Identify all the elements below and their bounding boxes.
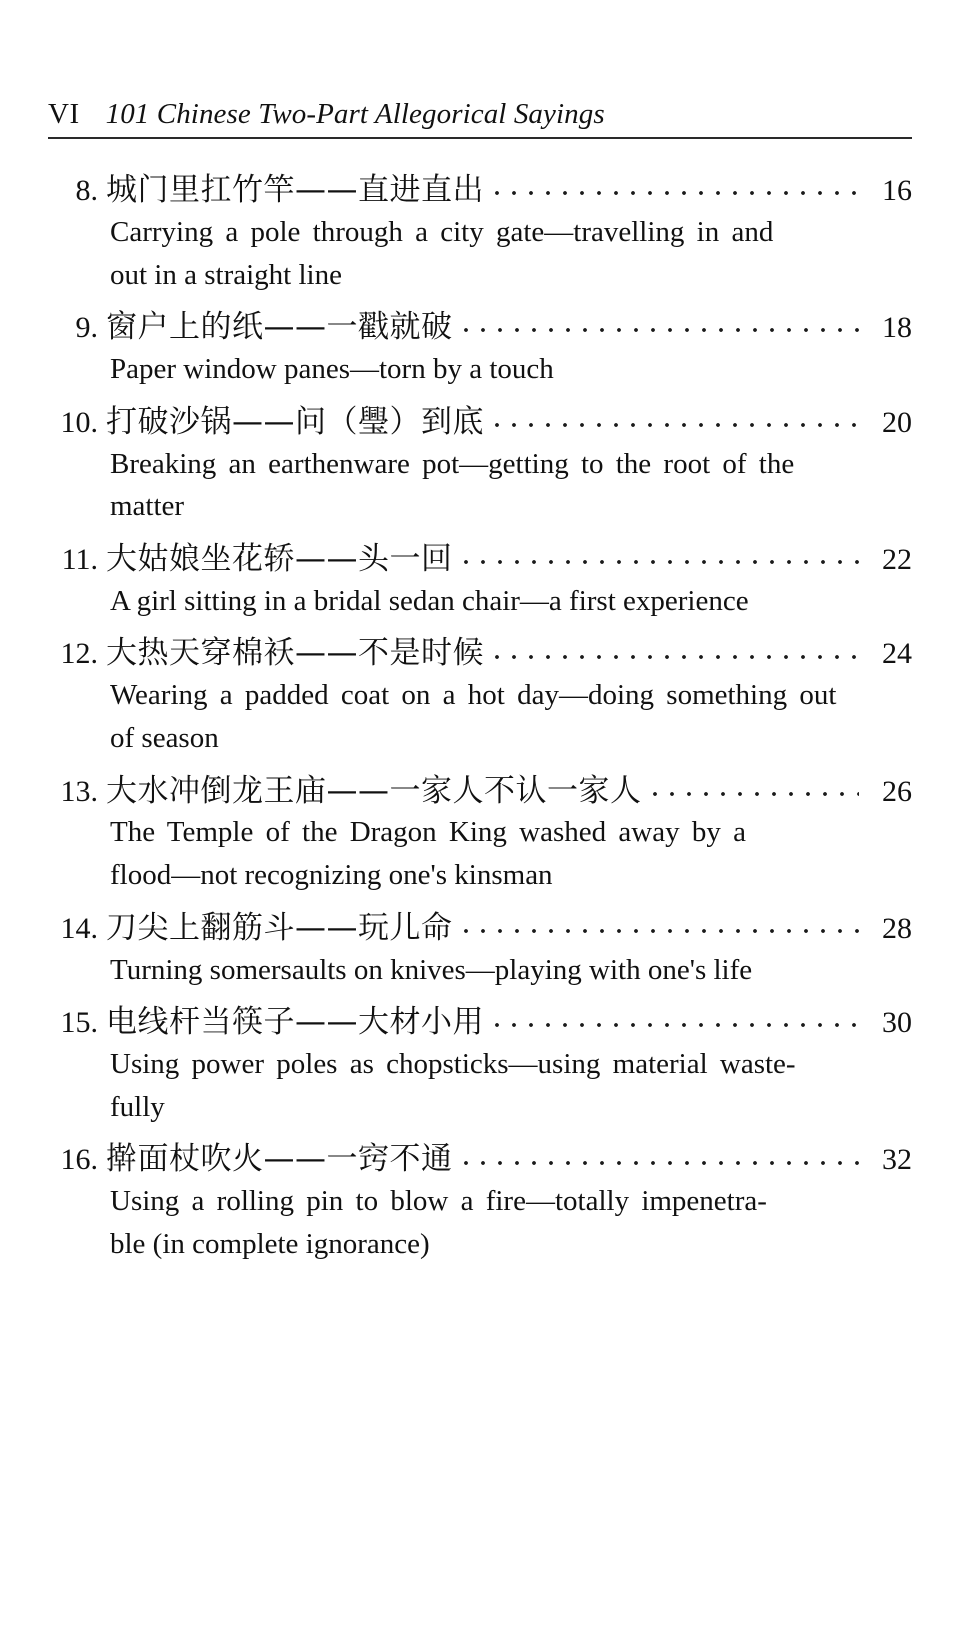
toc-entry-number: 15. — [60, 1006, 98, 1040]
toc-entry-translation — [106, 211, 866, 296]
toc-entry-number: 9. — [75, 311, 98, 345]
dot-leader — [495, 1016, 859, 1032]
toc-entry-heading[interactable] — [48, 908, 912, 949]
dot-leader — [495, 184, 859, 200]
toc-entry-number: 12. — [60, 637, 98, 671]
dot-leader — [464, 553, 860, 569]
running-header — [48, 96, 912, 139]
toc-entry-heading[interactable] — [48, 1002, 912, 1043]
toc-entry-chinese-saying: 窗户上的纸——一戳就破 — [106, 309, 453, 346]
translation-line: matter — [110, 490, 185, 523]
dot-leader — [653, 785, 860, 801]
toc-entry-number: 13. — [60, 774, 98, 808]
header-rule — [48, 137, 912, 139]
toc-entry[interactable] — [48, 307, 912, 391]
toc-entry-translation — [106, 443, 866, 528]
toc-entry-number: 14. — [60, 911, 98, 945]
dot-leader — [464, 1153, 860, 1169]
dot-leader — [495, 647, 859, 663]
header-line — [48, 96, 912, 132]
toc-entry-heading[interactable] — [48, 771, 912, 812]
toc-entry[interactable] — [48, 908, 912, 992]
toc-entry-number: 8. — [75, 174, 98, 207]
toc-entry-heading[interactable] — [48, 402, 912, 443]
translation-line: Turning somersaults on knives—playing with one's life — [110, 953, 753, 986]
toc-entry-translation — [106, 811, 866, 896]
dot-leader — [495, 416, 859, 432]
translation-line: Paper window panes—torn by a touch — [110, 353, 554, 386]
toc-entry[interactable] — [48, 771, 912, 897]
toc-entry-page-number: 18 — [882, 311, 912, 345]
toc-entry-chinese-saying: 大姑娘坐花轿——头一回 — [106, 540, 453, 577]
toc-entry[interactable] — [48, 1002, 912, 1128]
toc-entry-page-number: 20 — [882, 405, 912, 439]
toc-entry-heading[interactable] — [48, 170, 912, 211]
translation-line: Using a rolling pin to blow a fire—totally impenetra- — [110, 1185, 767, 1218]
translation-line: Carrying a pole through a city gate—travelling in and — [110, 215, 774, 248]
toc-entry-page-number: 32 — [882, 1143, 912, 1177]
translation-line: flood—not recognizing one's kinsman — [110, 859, 553, 892]
toc-entry-chinese-saying: 打破沙锅——问（璺）到底 — [106, 403, 484, 440]
toc-entry-translation — [106, 674, 866, 759]
toc-entry-page-number: 16 — [882, 174, 912, 207]
toc-entry[interactable] — [48, 402, 912, 528]
translation-line: A girl sitting in a bridal sedan chair—a first experience — [110, 584, 749, 617]
table-of-contents — [48, 170, 912, 1277]
translation-line: Breaking an earthenware pot—getting to the root of the — [110, 447, 795, 480]
book-title: 101 Chinese Two-Part Allegorical Sayings — [105, 98, 605, 130]
toc-entry-heading[interactable] — [48, 633, 912, 674]
toc-entry-page-number: 24 — [882, 637, 912, 671]
page-folio: VI — [48, 98, 80, 130]
toc-entry-chinese-saying: 大水冲倒龙王庙——一家人不认一家人 — [106, 772, 642, 809]
toc-entry-heading[interactable] — [48, 539, 912, 580]
toc-entry-translation — [106, 580, 866, 623]
toc-entry-number: 16. — [60, 1143, 98, 1177]
toc-entry-heading[interactable] — [48, 1139, 912, 1180]
toc-entry-chinese-saying: 大热天穿棉袄——不是时候 — [106, 635, 484, 672]
toc-entry-page-number: 28 — [882, 911, 912, 945]
toc-entry-chinese-saying: 擀面杖吹火——一窍不通 — [106, 1141, 453, 1178]
toc-entry-chinese-saying: 电线杆当筷子——大材小用 — [106, 1004, 484, 1041]
toc-entry[interactable] — [48, 539, 912, 623]
toc-entry[interactable] — [48, 633, 912, 759]
toc-entry-page-number: 30 — [882, 1006, 912, 1040]
toc-entry-page-number: 22 — [882, 542, 912, 576]
translation-line: The Temple of the Dragon King washed away by a — [110, 816, 746, 849]
toc-entry-chinese-saying: 刀尖上翻筋斗——玩儿命 — [106, 909, 453, 946]
toc-entry-number: 11. — [61, 542, 98, 576]
toc-entry-translation — [106, 348, 866, 391]
toc-entry-heading[interactable] — [48, 307, 912, 348]
translation-line: Using power poles as chopsticks—using material waste- — [110, 1048, 796, 1081]
toc-entry[interactable] — [48, 170, 912, 296]
toc-entry-number: 10. — [60, 405, 98, 439]
toc-entry-translation — [106, 1043, 866, 1128]
toc-entry-translation — [106, 1180, 866, 1265]
translation-line: Wearing a padded coat on a hot day—doing something out — [110, 679, 837, 712]
translation-line: out in a straight line — [110, 258, 342, 291]
toc-entry-page-number: 26 — [882, 774, 912, 808]
translation-line: of season — [110, 721, 219, 754]
dot-leader — [464, 321, 860, 337]
toc-entry-translation — [106, 949, 866, 992]
toc-entry-chinese-saying: 城门里扛竹竿——直进直出 — [106, 172, 484, 208]
toc-entry[interactable] — [48, 1139, 912, 1265]
translation-line: fully — [110, 1090, 165, 1123]
dot-leader — [464, 922, 860, 938]
translation-line: ble (in complete ignorance) — [110, 1227, 430, 1260]
